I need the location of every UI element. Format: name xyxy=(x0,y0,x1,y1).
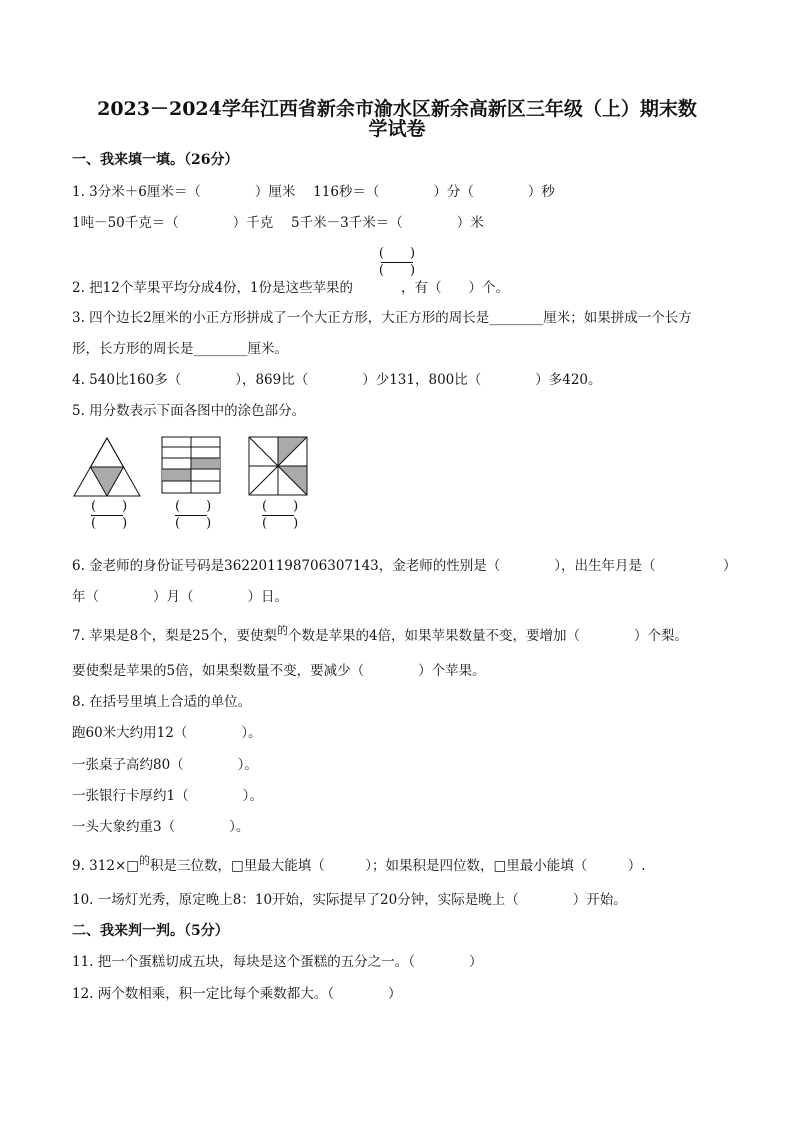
question-6a: 6. 金老师的身份证号码是362201198706307143，金老师的性别是（ ），出生年月是（ ） xyxy=(72,558,737,574)
question-9 xyxy=(72,854,646,876)
q2-fraction xyxy=(373,247,421,278)
fraction-numerator: ( ) xyxy=(91,499,128,514)
page-title: 2023－2024学年江西省新余市渝水区新余高新区三年级（上）期末数 xyxy=(97,98,697,120)
question-2-text: 2. 把12个苹果平均分成4份，1份是这些苹果的 xyxy=(72,280,354,296)
question-7a-sup: 的 xyxy=(276,624,288,637)
page-title-continued: 学试卷 xyxy=(368,118,426,140)
question-2 xyxy=(72,279,509,297)
figure-3-fraction xyxy=(262,499,299,531)
question-9-sup: 的 xyxy=(139,854,151,867)
fraction-numerator: ( ) xyxy=(262,499,299,514)
triangle-figure xyxy=(72,436,142,498)
question-12: 12. 两个数相乘，积一定比每个乘数都大。（ ） xyxy=(72,986,402,1002)
question-8-item-1: 跑60米大约用12（ ）。 xyxy=(72,725,262,741)
grid-rectangle-figure xyxy=(161,436,221,494)
question-1a: 1. 3分米＋6厘米＝（ ）厘米 116秒＝（ ）分（ ）秒 xyxy=(72,184,555,200)
question-1b: 1吨－50千克＝（ ）千克 5千米－3千米＝（ ）米 xyxy=(72,215,484,231)
question-10: 10. 一场灯光秀，原定晚上8：10开始，实际提早了20分钟，实际是晚上（ ）开始。 xyxy=(72,892,627,908)
question-3b: 形，长方形的周长是________厘米。 xyxy=(72,341,288,357)
question-11: 11. 把一个蛋糕切成五块，每块是这个蛋糕的五分之一。（ ） xyxy=(72,954,483,970)
section-2-heading: 二、我来判一判。（5分） xyxy=(72,923,229,939)
square-figure xyxy=(248,436,308,496)
question-7a-post: 个数是苹果的4倍，如果苹果数量不变，要增加（ ）个梨。 xyxy=(287,628,689,644)
question-9-post: 积是三位数，□里最大能填（ ）；如果积是四位数，□里最小能填（ ）. xyxy=(150,858,646,874)
question-8-item-3: 一张银行卡厚约1（ ）。 xyxy=(72,788,263,804)
question-9-pre: 9. 312×□ xyxy=(72,858,140,874)
question-8: 8. 在括号里填上合适的单位。 xyxy=(72,694,252,710)
fraction-numerator: ( ) xyxy=(175,499,212,514)
section-1-heading: 一、我来填一填。（26分） xyxy=(72,152,239,168)
fraction-denominator: ( ) xyxy=(378,263,416,278)
fraction-numerator: ( ) xyxy=(378,246,416,261)
fraction-denominator: ( ) xyxy=(175,516,212,531)
figure-1-fraction xyxy=(91,499,128,531)
question-6b: 年（ ）月（ ）日。 xyxy=(72,589,288,605)
question-3a: 3. 四个边长2厘米的小正方形拼成了一个大正方形，大正方形的周长是________厘米；如果拼成一个长方 xyxy=(72,310,692,326)
question-8-item-4: 一头大象约重3（ ）。 xyxy=(72,819,250,835)
question-7a xyxy=(72,624,689,646)
question-8-item-2: 一张桌子高约80（ ）。 xyxy=(72,757,258,773)
question-4: 4. 540比160多（ ），869比（ ）少131，800比（ ）多420。 xyxy=(72,372,602,388)
question-7b: 要使梨是苹果的5倍，如果梨数量不变，要减少（ ）个苹果。 xyxy=(72,663,486,679)
question-7a-pre: 7. 苹果是8个，梨是25个，要使梨 xyxy=(72,628,277,644)
fraction-denominator: ( ) xyxy=(91,516,128,531)
question-2-tail: ，有（ ）个。 xyxy=(401,280,510,296)
question-5: 5. 用分数表示下面各图中的涂色部分。 xyxy=(72,403,306,419)
fraction-denominator: ( ) xyxy=(262,516,299,531)
figure-2-fraction xyxy=(175,499,212,531)
